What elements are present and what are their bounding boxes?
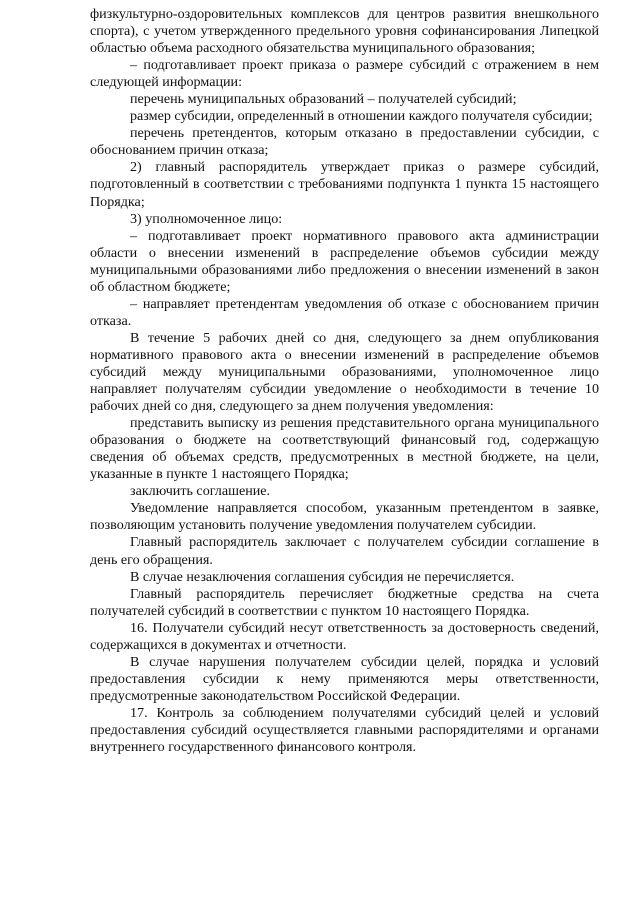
paragraph-submit-extract: представить выписку из решения представительного органа муниципального образования о бюджете на соответствующий финансовый год, содержащую сведения об объемах средств, предусмотренных в местной бюджете, на цели, указанные в пункте 1 настоящего Порядка;	[90, 415, 599, 483]
paragraph-sport-complexes: физкультурно-оздоровительных комплексов для центров развития внешкольного спорта), с учетом утвержденного предельного уровня софинансирования Липецкой областью объема расходного обязательства муниципального образования;	[90, 6, 599, 57]
paragraph-violation-liability: В случае нарушения получателем субсидии целей, порядка и условий предоставления субсидии к нему применяются меры ответственности, предусмотренные законодательством Российской Федерации.	[90, 653, 599, 704]
paragraph-prepare-act: – подготавливает проект нормативного правового акта администрации области о внесении изменений в распределение объемов субсидии между муниципальными образованиями либо предложения о внесении изменений в закон об областном бюджете;	[90, 227, 599, 295]
paragraph-subsidy-size: размер субсидии, определенный в отношении каждого получателя субсидии;	[130, 108, 593, 125]
paragraph-no-agreement: В случае незаключения соглашения субсидия не перечисляется.	[130, 568, 515, 585]
paragraph-list-municipalities: перечень муниципальных образований – получателей субсидий;	[130, 91, 517, 108]
paragraph-prepare-order: – подготавливает проект приказа о размере субсидий с отражением в нем следующей информации:	[90, 57, 599, 91]
paragraph-notification-method: Уведомление направляется способом, указанным претендентом в заявке, позволяющим установить получение уведомления получателем субсидии.	[90, 500, 599, 534]
paragraph-refused-applicants: перечень претендентов, которым отказано в предоставлении субсидии, с обоснованием причин отказа;	[90, 125, 599, 159]
paragraph-notification-deadline: В течение 5 рабочих дней со дня, следующего за днем опубликования нормативного правового акта о внесении изменений в распределение объемов субсидий между муниципальными образованиями, уполномоченное лицо направляет получателям субсидии уведомление о необходимости в течение 10 рабочих дней со дня, следующего за днем получения уведомления:	[90, 329, 599, 415]
paragraph-agreement-day: Главный распорядитель заключает с получателем субсидии соглашение в день его обращения.	[90, 534, 599, 568]
paragraph-item-16: 16. Получатели субсидий несут ответственность за достоверность сведений, содержащихся в документах и отчетности.	[90, 619, 599, 653]
paragraph-transfer-funds: Главный распорядитель перечисляет бюджетные средства на счета получателей субсидий в соответствии с пунктом 10 настоящего Порядка.	[90, 585, 599, 619]
paragraph-item-17: 17. Контроль за соблюдением получателями субсидий целей и условий предоставления субсидий осуществляется главными распорядителями и органами внутреннего государственного финансового контроля.	[90, 704, 599, 756]
paragraph-send-refusals: – направляет претендентам уведомления об отказе с обоснованием причин отказа.	[90, 295, 599, 329]
paragraph-authorized-person: 3) уполномоченное лицо:	[130, 210, 283, 227]
paragraph-approve-order: 2) главный распорядитель утверждает приказ о размере субсидий, подготовленный в соответствии с требованиями подпункта 1 пункта 15 настоящего Порядка;	[90, 159, 599, 210]
paragraph-conclude-agreement: заключить соглашение.	[130, 483, 271, 500]
